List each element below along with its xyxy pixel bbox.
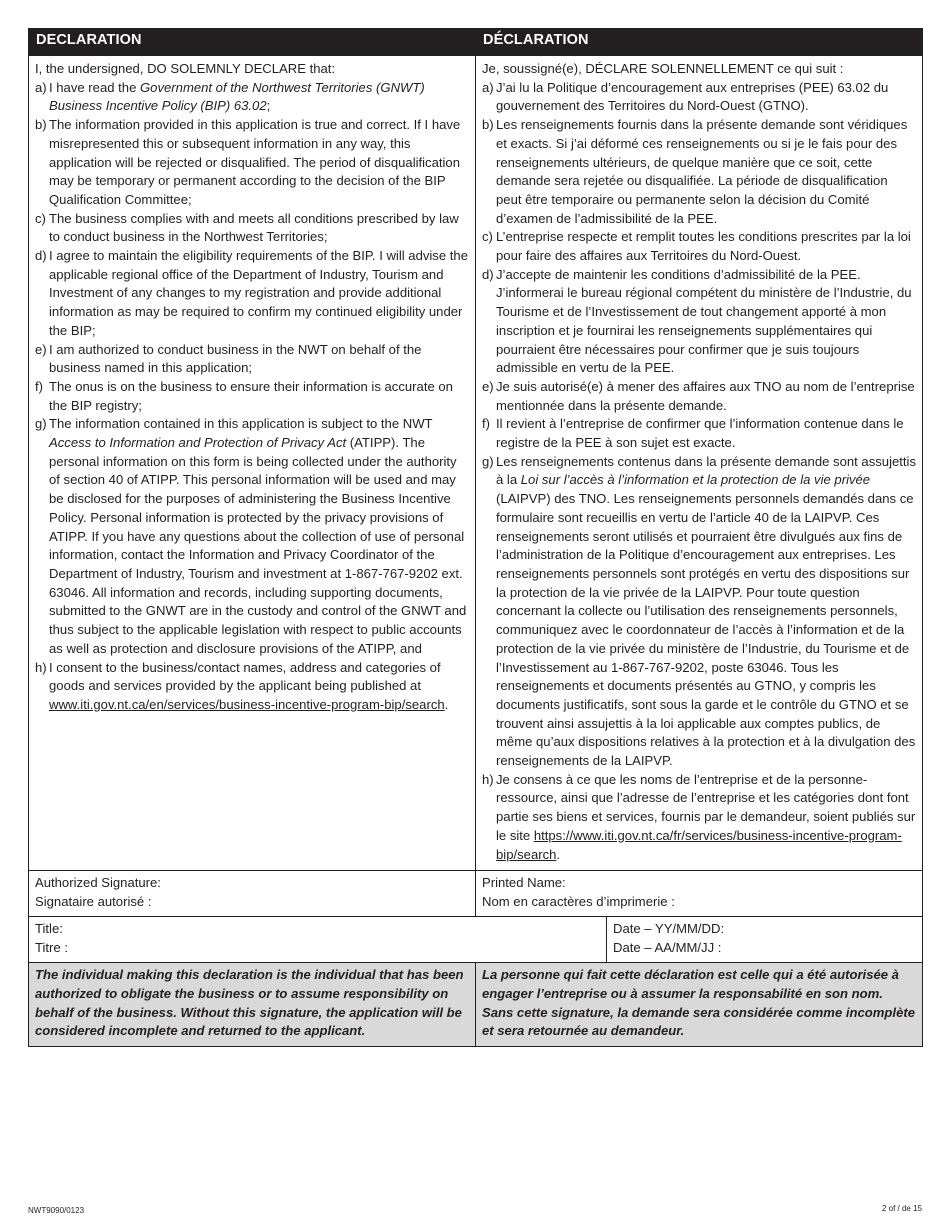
declaration-item-fr	[482, 453, 916, 771]
item-letter: b)	[482, 117, 494, 133]
item-letter: a)	[482, 79, 494, 95]
declaration-item-fr	[482, 771, 916, 865]
italic-reference: Government of the Northwest Territories (GNWT) Business Incentive Policy (BIP) 63.02	[49, 79, 425, 114]
item-text: I consent to the business/contact names, address and categories of goods and services provided by the applicant being published at	[49, 659, 441, 694]
item-text: I have read the	[49, 79, 140, 95]
item-letter: h)	[35, 659, 47, 675]
item-text: (LAIPVP) des TNO. Les renseignements personnels demandés dans ce formulaire sont recueillis en vertu de l’article 40 de la LAIPVP. Ces renseignements seront utilisés et pourraient être divulgués aux fins de l’administration de la Politique d’encouragement aux entreprises. Les renseignements personnels sont protégés en vertu des dispositions sur la protection de la vie privée de la LAIPVP. Pour toute question concernant la collecte ou l’utilisation des renseignements personnels, communiquez avec le coordonnateur de l’accès à l’information et de la protection de la vie privée du ministère de l’Industrie, du Tourisme et de l’Investissement au 1-867-767-9202, poste 63046. Tous les renseignements et documents présentés au GTNO, y compris les documents justificatifs, sont sous la garde et le contrôle du GTNO et se trouvent ainsi assujettis à la loi applicable aux comptes publics, de même qu’aux dispositions relatives à la protection et à la divulgation des renseignements de la LAIPVP.	[496, 491, 916, 769]
declaration-item-en	[35, 247, 469, 341]
authorization-note-fr: La personne qui fait cette déclaration est celle qui a été autorisée à engager l’entreprise ou à assumer la responsabilité en son nom. Sans cette signature, la demande sera considérée comme incomplète et sera retournée au demandeur.	[476, 963, 923, 1047]
item-letter: e)	[482, 378, 494, 394]
item-text: ;	[266, 98, 271, 114]
item-letter: f)	[35, 378, 43, 394]
declaration-list-en	[35, 79, 469, 715]
item-text: .	[444, 696, 449, 712]
bip-search-link[interactable]: https://www.iti.gov.nt.ca/fr/services/business-incentive-program-bip/search	[496, 827, 902, 862]
declaration-item-fr	[482, 266, 916, 378]
declaration-item-fr	[482, 79, 916, 116]
declaration-item-en	[35, 210, 469, 247]
item-text: J’accepte de maintenir les conditions d’admissibilité de la PEE. J’informerai le bureau régional compétent du ministère de l’Industrie, du Tourisme et de l’Investissement de tout changement apporté à mon inscription et je fournirai les renseignements supplémentaires qui pourraient être nécessaires pour confirmer que je suis toujours admissible en vertu de la PEE.	[496, 266, 912, 376]
item-text: The business complies with and meets all conditions prescribed by law to conduct business in the Northwest Territories;	[49, 210, 459, 245]
declaration-item-en	[35, 415, 469, 658]
printed-name-label-fr: Nom en caractères d’imprimerie :	[482, 893, 675, 909]
title-label-fr: Titre :	[35, 939, 68, 955]
item-text: Les renseignements contenus dans la présente demande sont assujettis à la	[496, 453, 916, 488]
declaration-item-en	[35, 79, 469, 116]
declaration-body-en	[29, 56, 476, 871]
declaration-item-en	[35, 659, 469, 715]
item-text: The information contained in this application is subject to the NWT	[49, 416, 433, 432]
item-letter: d)	[482, 266, 494, 282]
declaration-item-en	[35, 116, 469, 210]
title-field[interactable]	[29, 917, 607, 963]
item-letter: c)	[35, 210, 46, 226]
title-label-en: Title:	[35, 921, 63, 937]
declaration-item-fr	[482, 378, 916, 415]
declaration-table	[28, 28, 923, 1047]
item-letter: g)	[35, 416, 47, 432]
intro-fr: Je, soussigné(e), DÉCLARE SOLENNELLEMENT ce qui suit :	[482, 61, 844, 76]
item-text: Il revient à l’entreprise de confirmer que l’information contenue dans le registre de la PEE à son sujet est exacte.	[496, 416, 904, 451]
item-text: The information provided in this application is true and correct. If I have misrepresented this or subsequent information in any way, this application will be rejected or disqualified. The period of disqualification may be temporary or permanent according to the decision of the BIP Qualification Committee;	[49, 117, 461, 207]
item-letter: h)	[482, 771, 494, 787]
declaration-item-fr	[482, 116, 916, 228]
declaration-item-en	[35, 341, 469, 378]
declaration-header-fr: DÉCLARATION	[476, 29, 923, 56]
item-text: Les renseignements fournis dans la présente demande sont véridiques et exacts. Si j’ai déformé ces renseignements ou si je le fais pour des renseignements ultérieurs, de quelque manière que ce soit, cette demande sera rejetée ou disqualifiée. La période de disqualification peut être temporaire ou permanente selon la décision du Comité d’examen de l’admissibilité de la PEE.	[496, 117, 908, 226]
bip-search-link[interactable]: www.iti.gov.nt.ca/en/services/business-incentive-program-bip/search	[49, 696, 445, 712]
declaration-item-fr	[482, 228, 916, 265]
italic-reference: Loi sur l’accès à l’information et la protection de la vie privée	[520, 472, 871, 488]
signature-label-en: Authorized Signature:	[35, 875, 161, 891]
item-letter: e)	[35, 341, 47, 357]
date-label-en: Date – YY/MM/DD:	[613, 921, 725, 937]
item-letter: g)	[482, 453, 494, 469]
printed-name-label-en: Printed Name:	[482, 875, 566, 891]
item-text: I agree to maintain the eligibility requirements of the BIP. I will advise the applicable regional office of the Department of Industry, Tourism and Investment of any changes to my registration and provide additional information as may be required to confirm my continued eligibility under the BIP;	[49, 248, 468, 338]
item-letter: b)	[35, 117, 47, 133]
declaration-page	[28, 28, 922, 1047]
item-text: Je suis autorisé(e) à mener des affaires aux TNO au nom de l’entreprise mentionnée dans la présente demande.	[496, 378, 915, 413]
italic-reference: Access to Information and Protection of Privacy Act	[49, 435, 347, 451]
item-text: .	[556, 846, 561, 862]
intro-en: I, the undersigned, DO SOLEMNLY DECLARE that:	[35, 61, 336, 76]
authorization-note-en: The individual making this declaration is the individual that has been authorized to obligate the business or to assume responsibility on behalf of the business. Without this signature, the application will be considered incomplete and returned to the applicant.	[29, 963, 476, 1047]
item-letter: f)	[482, 416, 490, 432]
item-text: (ATIPP). The personal information on this form is being collected under the authority of section 40 of ATIPP. This personal information will be used and may be disclosed for the purposes of administering the Business Incentive Policy. Personal information is protected by the privacy provisions of ATIPP. If you have any questions about the collection of use of personal information, contact the Information and Privacy Coordinator of the Department of Industry, Tourism and investment at 1-867-767-9202 ext. 63046. All information and records, including supporting documents, submitted to the GNWT are in the custody and control of the GNWT and thus subject to the applicable legislation with respect to public accounts as well as protection and disclosure provisions of the ATIPP, and	[49, 435, 467, 656]
authorized-signature-field[interactable]	[29, 871, 476, 917]
page-number: 2 of / de 15	[881, 1204, 922, 1213]
declaration-body-fr	[476, 56, 923, 871]
item-letter: d)	[35, 248, 47, 264]
item-text: J’ai lu la Politique d’encouragement aux entreprises (PEE) 63.02 du gouvernement des Territoires du Nord-Ouest (GTNO).	[496, 79, 889, 114]
item-letter: a)	[35, 79, 47, 95]
date-label-fr: Date – AA/MM/JJ :	[613, 939, 722, 955]
declaration-item-fr	[482, 415, 916, 452]
date-field[interactable]	[607, 917, 923, 963]
declaration-list-fr	[482, 79, 916, 865]
item-text: L’entreprise respecte et remplit toutes les conditions prescrites par la loi pour faire des affaires aux Territoires du Nord-Ouest.	[496, 229, 911, 264]
form-number: NWT9090/0123	[28, 1206, 85, 1215]
item-text: The onus is on the business to ensure their information is accurate on the BIP registry;	[49, 378, 453, 413]
signature-label-fr: Signataire autorisé :	[35, 893, 152, 909]
declaration-item-en	[35, 378, 469, 415]
item-text: I am authorized to conduct business in the NWT on behalf of the business named in this application;	[49, 341, 422, 376]
printed-name-field[interactable]	[476, 871, 923, 917]
item-text: Je consens à ce que les noms de l’entreprise et de la personne-ressource, ainsi que l’adresse de l’entreprise et les catégories dont font partie ses biens et services, fournis par le demandeur, soient publiés sur le site	[496, 771, 916, 843]
declaration-header-en: DECLARATION	[29, 29, 476, 56]
item-letter: c)	[482, 229, 493, 245]
